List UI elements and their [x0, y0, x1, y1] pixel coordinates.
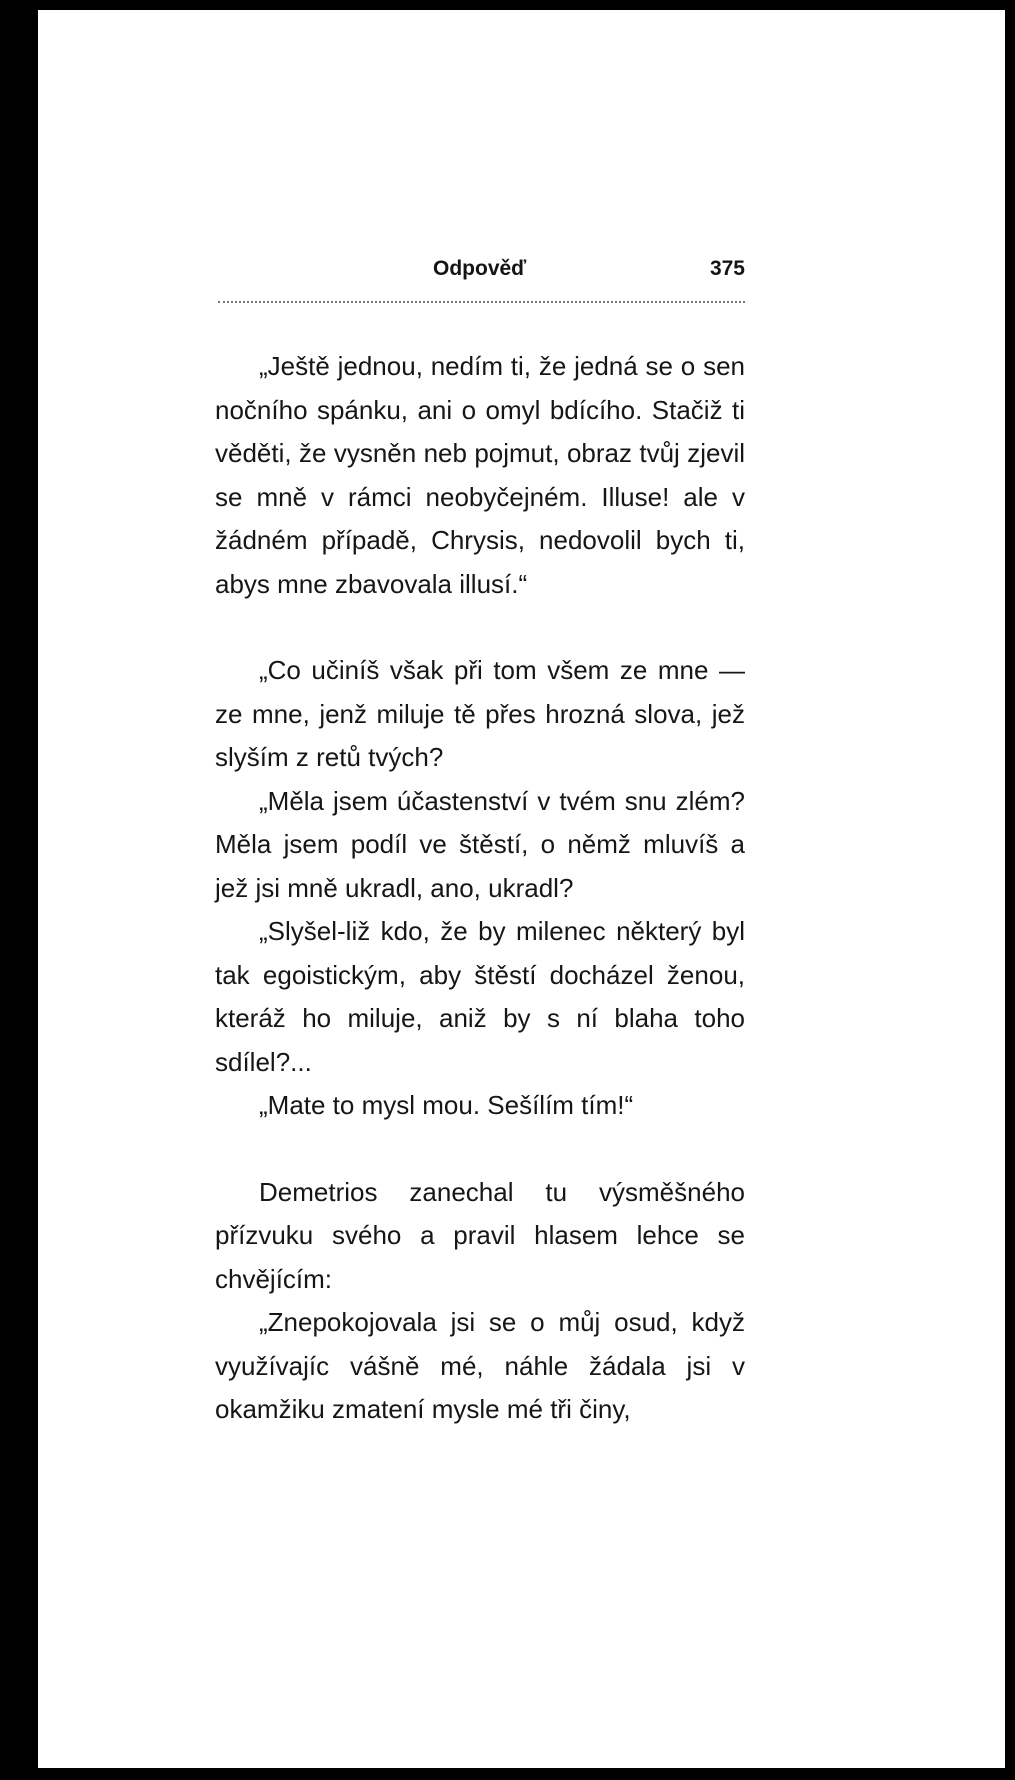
scan-border-bottom	[0, 1768, 1015, 1780]
paragraph-6: Demetrios zanechal tu výsměšného přízvuku svého a pravil hlasem lehce se chvějícím:	[215, 1176, 745, 1294]
header-divider	[218, 301, 745, 303]
paragraph-1: „Ještě jednou, nedím ti, že jedná se o sen nočního spánku, ani o omyl bdícího. Stačiž ti věděti, že vysněn neb pojmut, obraz tvůj zjevil se mně v rámci neobyčejném. Illuse! ale v žádném případě, Chrysis, nedovolil bych ti, abys mne zbavovala illusí.“	[215, 351, 745, 599]
paragraph-3: „Měla jsem účastenství v tvém snu zlém? Měla jsem podíl ve štěstí, o němž mluvíš a jež jsi mně ukradl, ano, ukradl?	[215, 785, 745, 903]
running-head	[215, 255, 745, 291]
page-number: 375	[709, 257, 745, 280]
paragraph-5: „Mate to mysl mou. Sešílím tím!“	[259, 1090, 634, 1120]
paragraph-4: „Slyšel-liž kdo, že by milenec některý byl tak egoistickým, aby štěstí docházel ženou, kteráž ho miluje, aniž by s ní blaha toho sdílel?...	[215, 916, 745, 1077]
running-title: Odpověď	[433, 257, 527, 280]
scan-border-right	[1005, 0, 1015, 1780]
scan-border-top	[0, 0, 1015, 10]
paragraph-2: „Co učiníš však při tom všem ze mne — ze mne, jenž miluje tě přes hrozná slova, jež slyším z retů tvých?	[215, 655, 745, 772]
paragraph-7: „Znepokojovala jsi se o můj osud, když využívajíc vášně mé, náhle žádala jsi v okamžiku zmatení mysle mé tři činy,	[215, 1307, 745, 1424]
body-text	[215, 345, 745, 1432]
scan-border-left	[0, 0, 38, 1780]
